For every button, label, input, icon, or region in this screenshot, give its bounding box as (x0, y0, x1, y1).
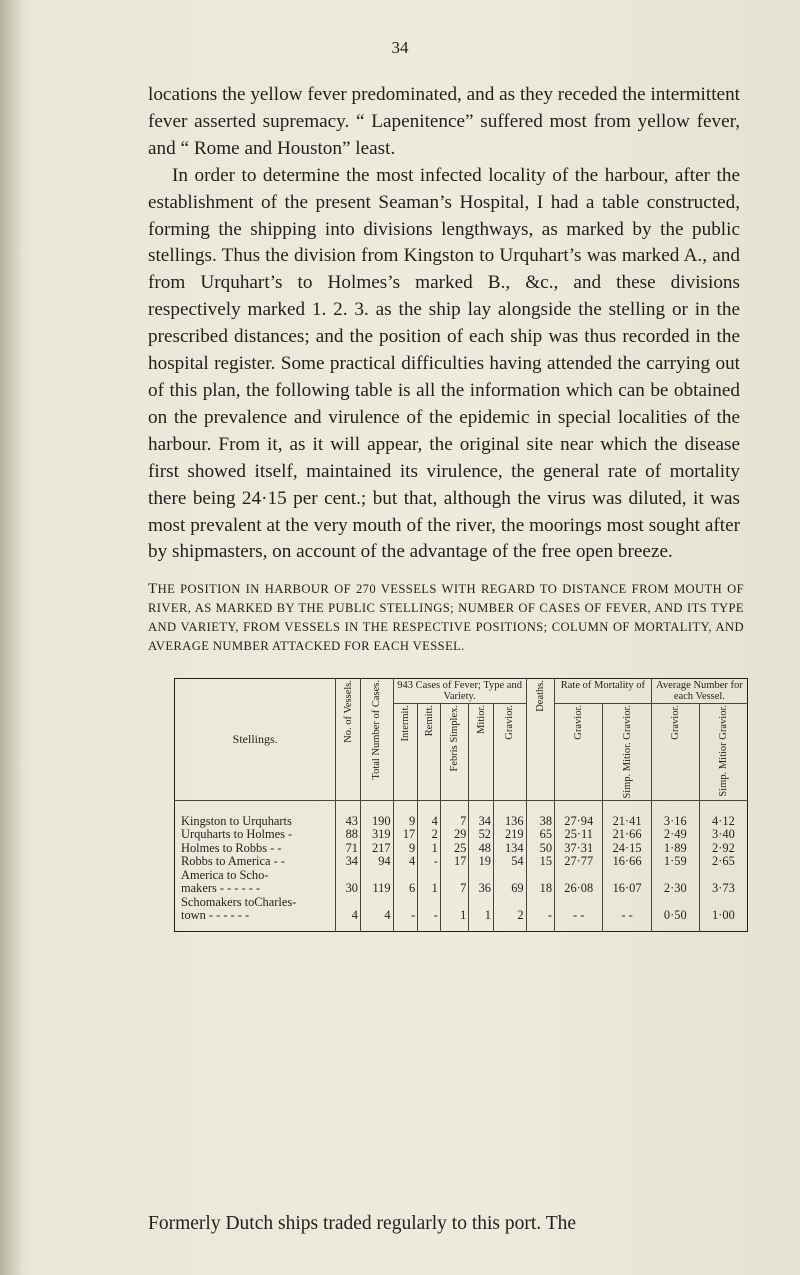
page-number: 34 (391, 38, 409, 57)
table-row: Urquharts to Holmes - 88 319 17 2 29 52 219 65 25·11 21·66 2·49 3·40 (175, 828, 748, 842)
header-remitt: Remitt. (418, 704, 441, 801)
header-row-1 (175, 679, 748, 704)
header-avg-all: Simp. Mitior Gravior. (699, 704, 747, 801)
header-avg-gravior: Gravior. (651, 704, 699, 801)
header-stellings: Stellings. (175, 679, 336, 801)
binding-shadow (0, 0, 22, 1275)
header-avg-group: Average Number for each Vessel. (651, 679, 747, 704)
paragraph-2: In order to determine the most infected locality of the harbour, after the establishment of the present Seaman’s Hospital, I had a table constructed, forming the shipping into divisions lengthways, as marked by the public stellings. Thus the division from Kingston to Urquhart’s was marked A., and from Urquhart’s to Holmes’s marked B., &c., and these divisions respectively marked 1. 2. 3. as the ship lay alongside the stelling or in the prescribed distances; and the position of each ship was thus recorded in the hospital register. Some practical difficulties having attended the carrying out of this plan, the following table is all the information which can be obtained on the prevalence and virulence of the epidemic in special localities of the harbour. From it, as it will appear, the original site near which the disease first showed itself, maintained its virulence, the general rate of mortality there being 24·15 per cent.; but that, although the virus was diluted, it was most prevalent at the very mouth of the river, the moorings most sought after by shipmasters, on account of the advantage of the free open breeze. (148, 164, 740, 563)
table-caption: THE POSITION IN HARBOUR OF 270 VESSELS WITH REGARD TO DISTANCE FROM MOUTH OF RIVER, AS MARKED BY THE PUBLIC STELLINGS; NUMBER OF CASES OF FEVER, AND ITS TYPE AND VARIETY, FROM VESSELS IN THE RESPECTIVE POSITIONS; COLUMN OF MORTALITY, AND AVERAGE NUMBER ATTACKED FOR EACH VESSEL. (148, 581, 744, 653)
table-row: Robbs to America - - 34 94 4 - 17 19 54 15 27·77 16·66 1·59 2·65 (175, 855, 748, 869)
table-row: Kingston to Urquharts 43 190 9 4 7 34 136 38 27·94 21·41 3·16 4·12 (175, 800, 748, 828)
header-febris: Febris Simplex. (440, 704, 468, 801)
header-rate-all: Simp. Mitior. Gravior. (603, 704, 651, 801)
header-rate-group: Rate of Mortality of (555, 679, 652, 704)
header-vessels: No. of Vessels. (336, 679, 361, 801)
row-label: Schomakers toCharles- town - - - - - - (181, 894, 297, 923)
header-deaths: Deaths. (526, 679, 554, 801)
header-rate-gravior: Gravior. (555, 704, 603, 801)
row-label: America to Scho- makers - - - - - - (181, 867, 269, 896)
header-intermit: Intermit. (393, 704, 418, 801)
paragraph-1: locations the yellow fever predominated, and as they receded the intermittent fever asserted supremacy. “ Lapenitence” suffered most from yellow fever, and “ Rome and Houston” least. (148, 84, 740, 159)
header-cases-group: 943 Cases of Fever; Type and Variety. (393, 679, 526, 704)
header-mitior: Mitior. (469, 704, 494, 801)
header-gravior: Gravior. (493, 704, 526, 801)
header-total-cases: Total Number of Cases. (360, 679, 393, 801)
harbour-fever-table (174, 678, 748, 932)
table-row: Holmes to Robbs - - 71 217 9 1 25 48 134 50 37·31 24·15 1·89 2·92 (175, 842, 748, 856)
continuation-text: Formerly Dutch ships traded regularly to this port. The (148, 1213, 577, 1234)
body-text (148, 82, 740, 566)
table-row: Schomakers toCharles- town - - - - - - 4 4 - - 1 1 2 - - - - - 0·50 1·00 (175, 896, 748, 932)
table-row: America to Scho- makers - - - - - - 30 119 6 1 7 36 69 18 26·08 16·07 2·30 3·73 (175, 869, 748, 896)
